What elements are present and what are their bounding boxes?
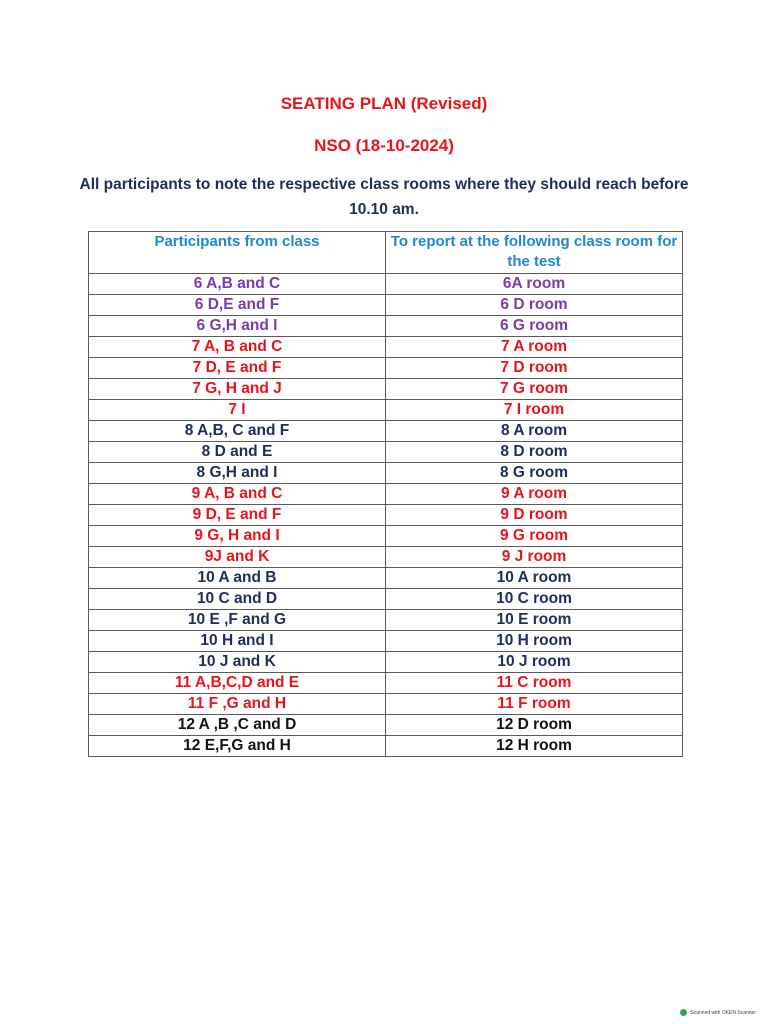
class-cell: 11 F ,G and H (89, 694, 386, 715)
table-row (89, 631, 683, 652)
room-cell: 7 G room (386, 379, 683, 400)
table-row (89, 736, 683, 757)
instruction-note: All participants to note the respective class rooms where they should reach before 10.10 am. (79, 176, 689, 218)
table-row (89, 526, 683, 547)
class-cell: 8 A,B, C and F (89, 421, 386, 442)
table-row (89, 547, 683, 568)
scanner-text: Scanned with OKEN Scanner (690, 1009, 756, 1016)
class-cell: 7 A, B and C (89, 337, 386, 358)
table-row (89, 715, 683, 736)
room-cell: 10 J room (386, 652, 683, 673)
class-cell: 12 E,F,G and H (89, 736, 386, 757)
room-cell: 8 G room (386, 463, 683, 484)
table-row (89, 505, 683, 526)
room-cell: 7 A room (386, 337, 683, 358)
page-title: SEATING PLAN (Revised) (280, 94, 488, 113)
table-row (89, 694, 683, 715)
class-cell: 11 A,B,C,D and E (89, 673, 386, 694)
room-cell: 6 D room (386, 295, 683, 316)
room-cell: 9 A room (386, 484, 683, 505)
table-body (89, 274, 683, 757)
class-cell: 6 D,E and F (89, 295, 386, 316)
class-cell: 10 E ,F and G (89, 610, 386, 631)
room-cell: 10 C room (386, 589, 683, 610)
class-cell: 9 G, H and I (89, 526, 386, 547)
room-cell: 11 F room (386, 694, 683, 715)
table-row (89, 316, 683, 337)
table-row (89, 463, 683, 484)
room-cell: 12 D room (386, 715, 683, 736)
table-row (89, 400, 683, 421)
class-cell: 10 C and D (89, 589, 386, 610)
room-cell: 9 G room (386, 526, 683, 547)
class-cell: 10 H and I (89, 631, 386, 652)
room-cell: 7 D room (386, 358, 683, 379)
room-cell: 9 J room (386, 547, 683, 568)
page-subtitle: NSO (18-10-2024) (314, 136, 454, 155)
class-cell: 10 A and B (89, 568, 386, 589)
header-participants: Participants from class (89, 232, 386, 274)
class-cell: 9 D, E and F (89, 505, 386, 526)
class-cell: 10 J and K (89, 652, 386, 673)
table-row (89, 610, 683, 631)
table-row (89, 274, 683, 295)
header-room: To report at the following class room for the test (386, 232, 683, 274)
room-cell: 11 C room (386, 673, 683, 694)
table-row (89, 589, 683, 610)
class-cell: 7 G, H and J (89, 379, 386, 400)
table-row (89, 295, 683, 316)
table-row (89, 673, 683, 694)
scanner-footer (680, 1009, 756, 1016)
class-cell: 6 G,H and I (89, 316, 386, 337)
table-row (89, 568, 683, 589)
class-cell: 7 I (89, 400, 386, 421)
seating-table (88, 231, 683, 757)
room-cell: 9 D room (386, 505, 683, 526)
class-cell: 6 A,B and C (89, 274, 386, 295)
room-cell: 7 I room (386, 400, 683, 421)
table-row (89, 337, 683, 358)
class-cell: 12 A ,B ,C and D (89, 715, 386, 736)
room-cell: 12 H room (386, 736, 683, 757)
class-cell: 8 D and E (89, 442, 386, 463)
class-cell: 7 D, E and F (89, 358, 386, 379)
table-row (89, 484, 683, 505)
room-cell: 10 A room (386, 568, 683, 589)
room-cell: 6A room (386, 274, 683, 295)
table-header-row (89, 232, 683, 274)
table-row (89, 358, 683, 379)
table-row (89, 652, 683, 673)
table-row (89, 421, 683, 442)
room-cell: 8 A room (386, 421, 683, 442)
room-cell: 6 G room (386, 316, 683, 337)
table-row (89, 442, 683, 463)
table-row (89, 379, 683, 400)
class-cell: 9J and K (89, 547, 386, 568)
scanner-logo-icon (680, 1009, 687, 1016)
room-cell: 10 H room (386, 631, 683, 652)
class-cell: 8 G,H and I (89, 463, 386, 484)
room-cell: 8 D room (386, 442, 683, 463)
room-cell: 10 E room (386, 610, 683, 631)
class-cell: 9 A, B and C (89, 484, 386, 505)
